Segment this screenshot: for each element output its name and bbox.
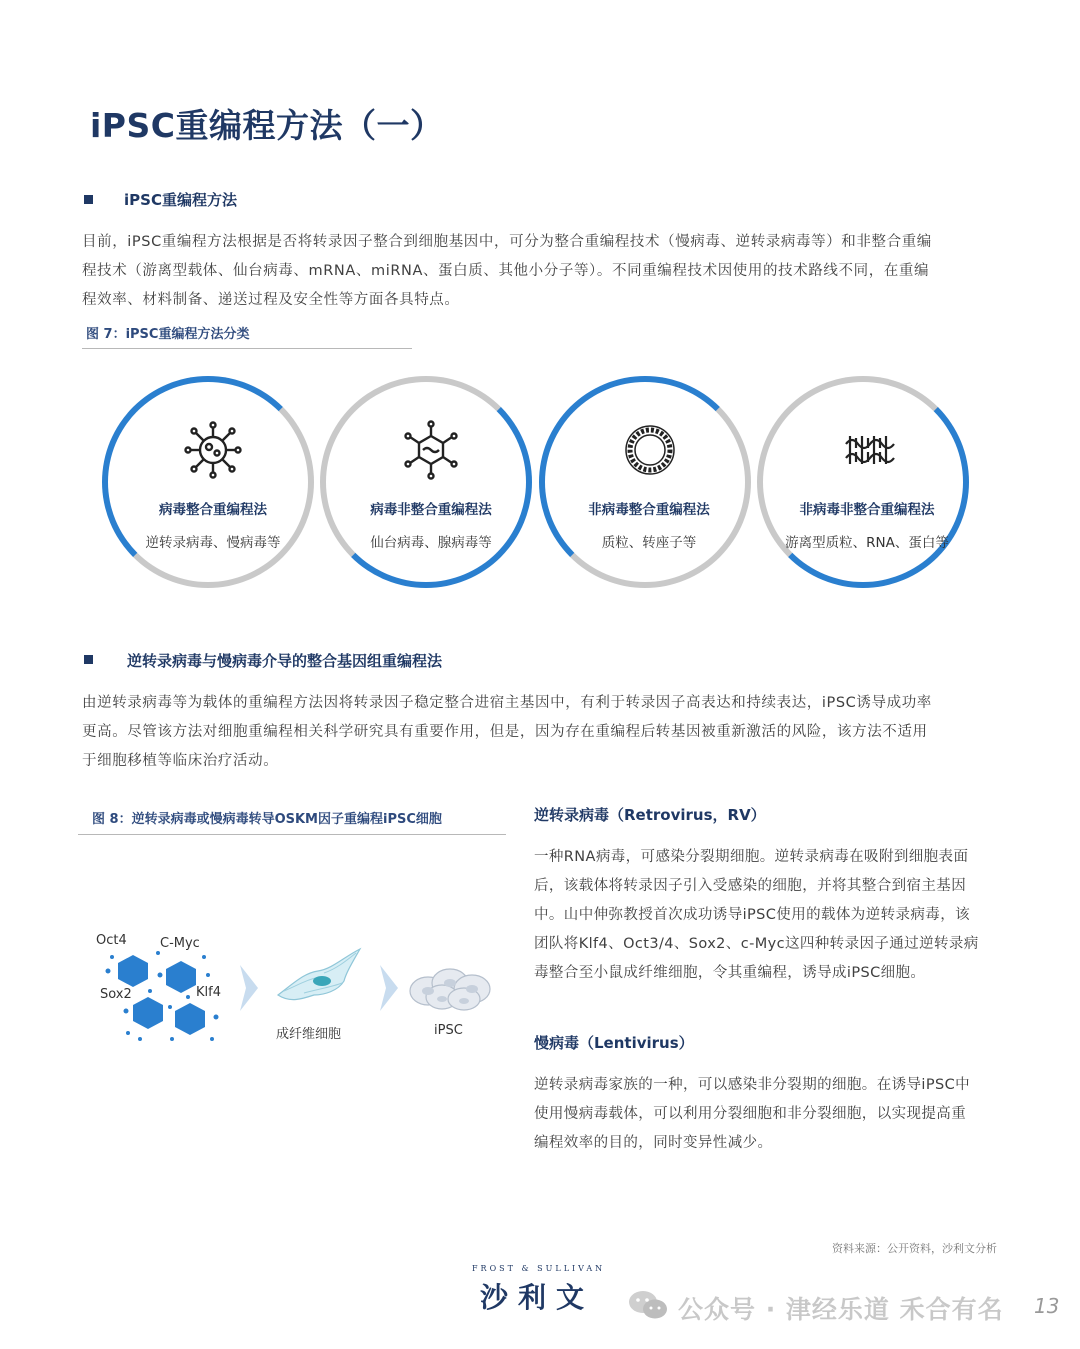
- oskm-diagram: [88, 925, 508, 1055]
- paragraph-line: 于细胞移植等临床治疗活动。: [82, 753, 279, 769]
- fibroblast-icon: [274, 943, 364, 1013]
- section-paragraph: [82, 689, 1012, 776]
- factor-label: Oct4: [96, 933, 127, 948]
- section-bullet: [84, 655, 93, 664]
- method-title: 非病毒整合重编程法: [588, 502, 710, 518]
- paragraph-line: 更高。尽管该方法对细胞重编程相关科学研究具有重要作用，但是，因为存在重编程后转基因被重新激活的风险，该方法不适用: [82, 724, 928, 740]
- lentivirus-paragraph: [534, 1071, 1014, 1158]
- source-note: 资料来源：公开资料，沙利文分析: [832, 1242, 997, 1255]
- paragraph-line: 编程效率的目的，同时变异性减少。: [534, 1135, 773, 1151]
- figure-label: 图 8：逆转录病毒或慢病毒转导OSKM因子重编程iPSC细胞: [92, 812, 442, 827]
- brand-logo: 沙利文: [480, 1281, 595, 1314]
- paragraph-line: 逆转录病毒家族的一种，可以感染非分裂期的细胞。在诱导iPSC中: [534, 1077, 970, 1093]
- wechat-icon: [628, 1288, 670, 1322]
- lentivirus-heading: 慢病毒（Lentivirus）: [534, 1034, 694, 1052]
- paragraph-line: 程效率、材料制备、递送过程及安全性等方面各具特点。: [82, 292, 460, 308]
- factor-label: Klf4: [196, 985, 221, 1000]
- paragraph-line: 团队将Klf4、Oct3/4、Sox2、c-Myc这四种转录因子通过逆转录病: [534, 936, 979, 952]
- method-circle: [539, 376, 751, 588]
- section-heading: iPSC重编程方法: [124, 191, 237, 209]
- method-circles: [102, 374, 982, 614]
- method-title: 病毒非整合重编程法: [370, 502, 492, 518]
- paragraph-line: 一种RNA病毒，可感染分裂期细胞。逆转录病毒在吸附到细胞表面: [534, 849, 969, 865]
- transcription-factor-molecules: [88, 945, 228, 1045]
- method-subtitle: 质粒、转座子等: [601, 535, 697, 551]
- paragraph-line: 使用慢病毒载体，可以利用分裂细胞和非分裂细胞，以实现提高重: [534, 1106, 967, 1122]
- section-paragraph: [82, 228, 1012, 315]
- cell-label: 成纤维细胞: [276, 1027, 342, 1042]
- section-heading: 逆转录病毒与慢病毒介导的整合基因组重编程法: [127, 652, 443, 670]
- paragraph-line: 毒整合至小鼠成纤维细胞，令其重编程，诱导成iPSC细胞。: [534, 965, 926, 981]
- rna-icon: [838, 420, 898, 480]
- method-title: 非病毒非整合重编程法: [799, 502, 935, 518]
- arrow-icon: [378, 963, 400, 1013]
- method-circle: [320, 376, 532, 588]
- retrovirus-heading: 逆转录病毒（Retrovirus，RV）: [534, 806, 766, 824]
- figure-rule: [82, 348, 412, 349]
- ipsc-colony-icon: [406, 961, 498, 1013]
- method-subtitle: 游离型质粒、RNA、蛋白等: [785, 535, 949, 551]
- method-subtitle: 仙台病毒、腺病毒等: [370, 535, 492, 551]
- virus-capsid-icon: [401, 420, 461, 480]
- watermark: 公众号 · 津经乐道 禾合有名: [678, 1295, 1004, 1324]
- paragraph-line: 中。山中伸弥教授首次成功诱导iPSC使用的载体为逆转录病毒，该: [534, 907, 970, 923]
- method-subtitle: 逆转录病毒、慢病毒等: [145, 535, 281, 551]
- plasmid-icon: [620, 420, 680, 480]
- figure-rule: [78, 834, 506, 835]
- section-bullet: [84, 195, 93, 204]
- logo-tagline: FROST & SULLIVAN: [472, 1264, 606, 1273]
- factor-label: Sox2: [100, 987, 132, 1002]
- paragraph-line: 由逆转录病毒等为载体的重编程方法因将转录因子稳定整合进宿主基因中，有利于转录因子高表达和持续表达，iPSC诱导成功率: [82, 695, 932, 711]
- paragraph-line: 目前，iPSC重编程方法根据是否将转录因子整合到细胞基因中，可分为整合重编程技术（慢病毒、逆转录病毒等）和非整合重编: [82, 234, 932, 250]
- figure-label: 图 7：iPSC重编程方法分类: [86, 327, 250, 342]
- cell-label: iPSC: [434, 1023, 463, 1038]
- factor-label: C-Myc: [160, 936, 200, 951]
- method-circle: [102, 376, 314, 588]
- arrow-icon: [238, 963, 260, 1013]
- method-circle: [757, 376, 969, 588]
- retrovirus-paragraph: [534, 843, 1014, 988]
- virus-icon: [183, 420, 243, 480]
- paragraph-line: 后，该载体将转录因子引入受感染的细胞，并将其整合到宿主基因: [534, 878, 967, 894]
- paragraph-line: 程技术（游离型载体、仙台病毒、mRNA、miRNA、蛋白质、其他小分子等）。不同重编程技术因使用的技术路线不同，在重编: [82, 263, 930, 279]
- page-number: 13: [1034, 1294, 1060, 1318]
- page-title: iPSC重编程方法（一）: [90, 106, 444, 145]
- method-title: 病毒整合重编程法: [159, 502, 267, 518]
